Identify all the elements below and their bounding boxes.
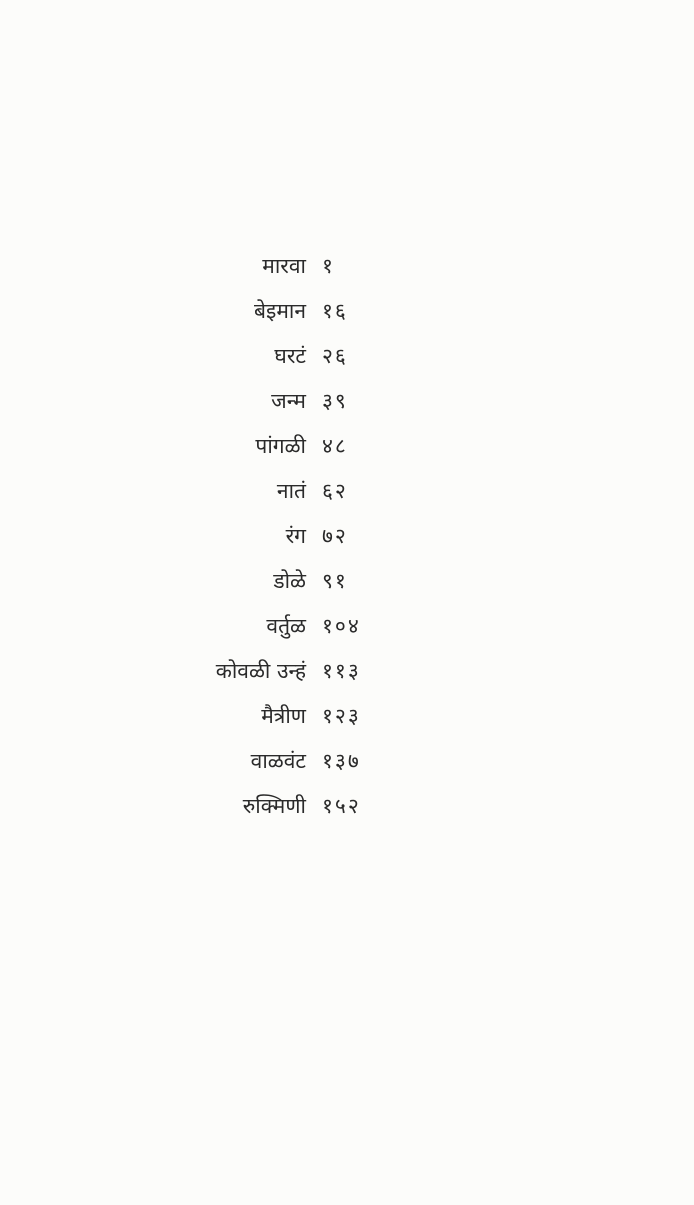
toc-entry-page: ९१ [322,569,348,593]
toc-entry-page: १०४ [322,614,361,638]
toc-entry-title: डोळे [273,569,306,593]
toc-entry [0,289,694,334]
toc-entry-title: बेइमान [254,299,306,323]
toc-entry-title: कोवळी उन्हं [215,659,306,683]
toc-entry-page: ११३ [322,659,361,683]
toc-entry [0,694,694,739]
toc-entry [0,244,694,289]
toc-entry [0,379,694,424]
toc-entry-title: मैत्रीण [261,704,306,728]
toc-entry-title: वर्तुळ [266,614,306,638]
toc-entry [0,469,694,514]
toc-entry [0,739,694,784]
toc-entry-title: रुक्मिणी [242,794,306,818]
toc-entry [0,604,694,649]
toc-entry-page: २६ [322,344,348,368]
toc-entry [0,649,694,694]
toc-entry-title: वाळवंट [250,749,306,773]
toc-entry-page: १३७ [322,749,361,773]
toc-entry-page: १६ [322,299,348,323]
toc-entry-title: पांगळी [255,434,306,458]
toc-entry-page: १५२ [322,794,361,818]
toc-entry-page: ३९ [322,389,348,413]
toc-entry-page: ४८ [322,434,348,458]
toc-entry [0,334,694,379]
toc-entry-title: घरटं [274,344,306,368]
table-of-contents [0,244,694,829]
toc-entry-title: मारवा [262,254,306,278]
toc-entry-title: नातं [276,479,306,503]
toc-entry [0,559,694,604]
toc-entry [0,514,694,559]
toc-entry-title: रंग [285,524,306,548]
toc-entry [0,424,694,469]
toc-entry-title: जन्म [271,389,306,413]
toc-entry-page: ६२ [322,479,348,503]
toc-entry-page: ७२ [322,524,348,548]
toc-entry-page: १ [322,254,335,278]
toc-entry-page: १२३ [322,704,361,728]
toc-entry [0,784,694,829]
